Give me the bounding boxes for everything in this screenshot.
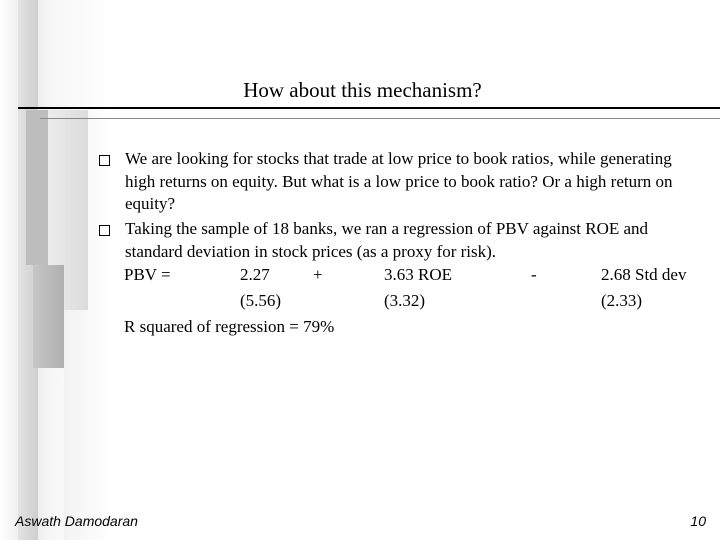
title-divider [18, 107, 720, 109]
title-subdivider [40, 118, 720, 119]
t-stat-stddev: (2.33) [601, 291, 643, 310]
equation-intercept: 2.27 [240, 265, 270, 284]
t-stat-roe: (3.32) [384, 291, 426, 310]
slide-title: How about this mechanism? [243, 78, 482, 102]
equation-stddev-term: 2.68 Std dev [601, 265, 687, 284]
page-number: 10 [690, 513, 706, 529]
bullet-text: Taking the sample of 18 banks, we ran a regression of PBV against ROE and standard deviation in stock prices (as a proxy for risk). [125, 219, 649, 261]
equation-operator-minus: - [531, 265, 537, 284]
bullet-square-icon [99, 155, 110, 166]
equation-lhs: PBV = [124, 265, 171, 284]
bullet-square-icon [99, 225, 110, 236]
decorative-bar [26, 110, 48, 265]
regression-equation [0, 265, 720, 287]
equation-roe-term: 3.63 ROE [384, 265, 452, 284]
regression-t-stats [0, 291, 720, 313]
r-squared-line: R squared of regression = 79% [124, 317, 335, 336]
bullet-text: We are looking for stocks that trade at low price to book ratios, while generating high returns on equity. But what is a low price to book ratio? Or a high return on equity? [125, 149, 673, 213]
footer-author: Aswath Damodaran [15, 513, 138, 529]
equation-operator-plus: + [313, 265, 323, 284]
t-stat-intercept: (5.56) [240, 291, 282, 310]
